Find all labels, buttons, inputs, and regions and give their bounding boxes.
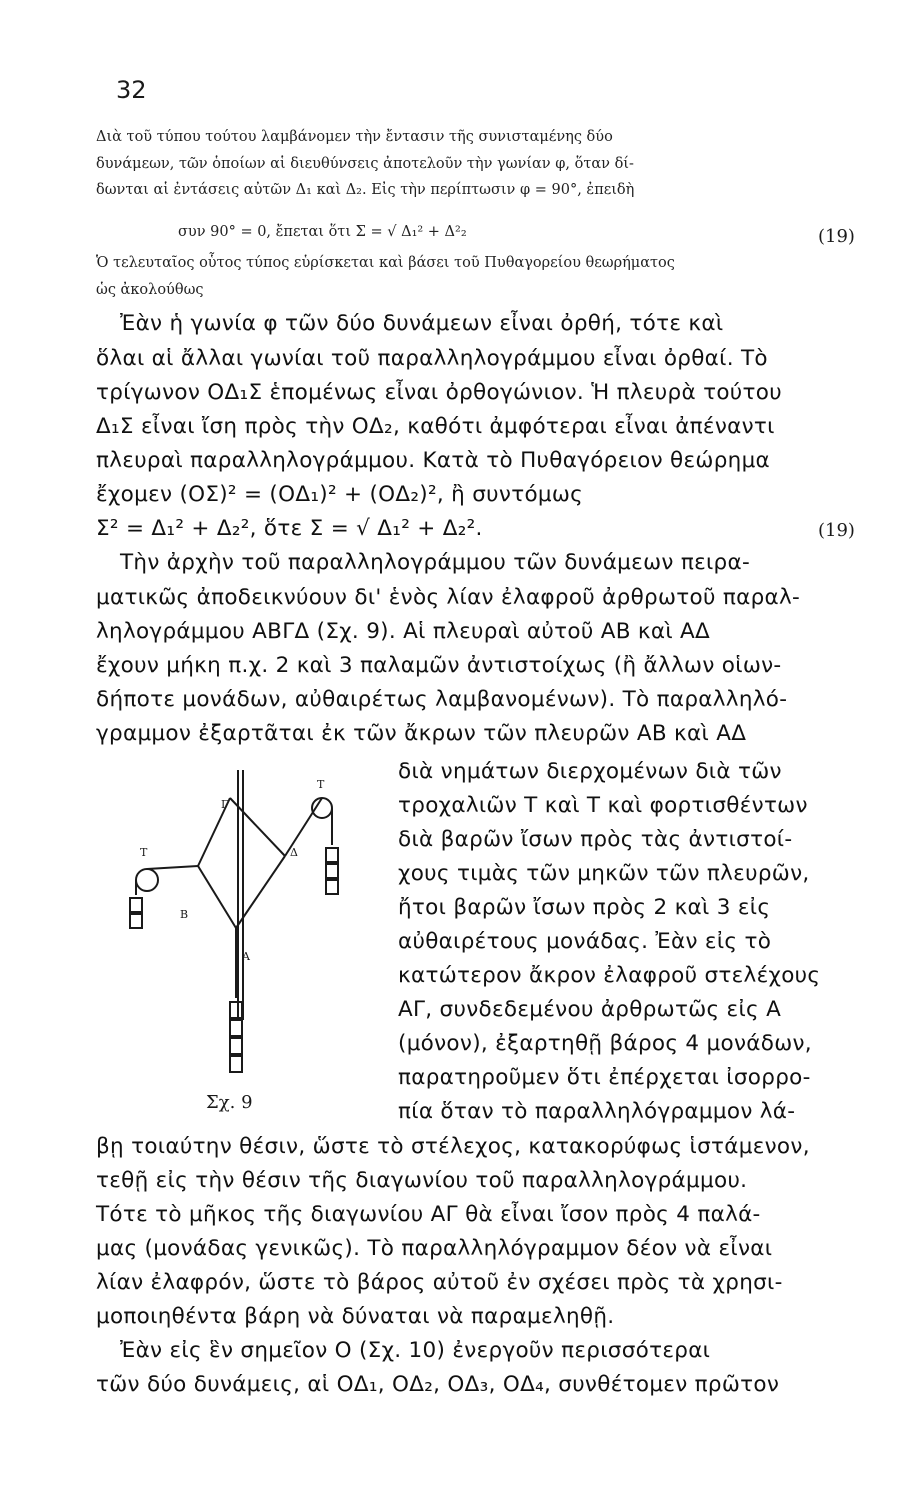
weight-bottom-4 <box>230 1056 242 1072</box>
side-line-10: παρατηροῦμεν ὅτι ἐπέρχεται ἰσορρο- <box>398 1065 811 1090</box>
side-line-2: τροχαλιῶν Τ καὶ Τ καὶ φορτισθέντων <box>398 793 808 818</box>
equation-number-2: (19) <box>818 520 855 541</box>
bottom-line-8: τῶν δύο δυνάμεις, αἱ ΟΔ₁, ΟΔ₂, ΟΔ₃, ΟΔ₄, συνθέτομεν πρῶτον <box>96 1372 780 1397</box>
string-left <box>147 866 198 869</box>
bottom-line-4: μας (μονάδας γενικῶς). Τὸ παραλληλόγραμμον δέον νὰ εἶναι <box>96 1236 773 1261</box>
weight-right-1 <box>326 848 338 862</box>
bottom-line-1: βῃ τοιαύτην θέσιν, ὥστε τὸ στέλεχος, κατακορύφως ἱστάμενον, <box>96 1134 810 1159</box>
equation-number-1: (19) <box>818 226 855 247</box>
bottom-line-5: λίαν ἐλαφρόν, ὥστε τὸ βάρος αὐτοῦ ἐν σχέσει πρὸς τὰ χρησι- <box>96 1270 783 1295</box>
weight-bottom-2 <box>230 1020 242 1036</box>
body-formula-line: Σ² = Δ₁² + Δ₂², ὅτε Σ = √ Δ₁² + Δ₂². <box>96 516 483 541</box>
small-formula-line: συν 90° = 0, ἔπεται ὅτι Σ = √ Δ₁² + Δ²₂ <box>178 224 467 240</box>
side-line-7: κατώτερον ἄκρον ἐλαφροῦ στελέχους <box>398 963 821 988</box>
side-line-8: ΑΓ, συνδεδεμένου ἀρθρωτῶς εἰς Α <box>398 997 782 1022</box>
body-line-1: Ἐὰν ἡ γωνία φ τῶν δύο δυνάμεων εἶναι ὀρθή, τότε καὶ <box>120 311 724 336</box>
small-text-line-5: Ὁ τελευταῖος οὗτος τύπος εὑρίσκεται καὶ βάσει τοῦ Πυθαγορείου θεωρήματος <box>96 255 675 271</box>
figure-9-parallelogram-apparatus <box>110 770 370 1100</box>
label-t-left: Τ <box>140 846 148 859</box>
weight-left-1 <box>130 898 142 912</box>
body-line-12: δήποτε μονάδων, αὐθαιρέτως λαμβανομένων). Τὸ παραλληλό- <box>96 687 788 712</box>
pulley-left <box>136 869 158 891</box>
weight-right-3 <box>326 880 338 894</box>
side-beta-alpha <box>198 866 236 928</box>
body-line-5: πλευραὶ παραλληλογράμμου. Κατὰ τὸ Πυθαγόρειον θεώρημα <box>96 448 771 473</box>
body-line-2: ὅλαι αἱ ἄλλαι γωνίαι τοῦ παραλληλογράμμου εἶναι ὀρθαί. Τὸ <box>96 346 768 371</box>
weight-right-2 <box>326 864 338 878</box>
figure-caption: Σχ. 9 <box>206 1092 253 1113</box>
weight-bottom-1 <box>230 1002 242 1018</box>
side-line-1: διὰ νημάτων διερχομένων διὰ τῶν <box>398 759 782 784</box>
weight-left-2 <box>130 914 142 928</box>
body-line-13: γραμμον ἐξαρτᾶται ἐκ τῶν ἄκρων τῶν πλευρῶν ΑΒ καὶ ΑΔ <box>96 721 747 746</box>
body-line-4: Δ₁Σ εἶναι ἴση πρὸς τὴν ΟΔ₂, καθότι ἀμφότεραι εἶναι ἀπέναντι <box>96 414 775 439</box>
body-line-10: ληλογράμμου ΑΒΓΔ (Σχ. 9). Αἱ πλευραὶ αὐτοῦ ΑΒ καὶ ΑΔ <box>96 619 711 644</box>
bottom-line-7: Ἐὰν εἰς ἓν σημεῖον Ο (Σχ. 10) ἐνεργοῦν περισσότεραι <box>120 1338 711 1363</box>
page-number: 32 <box>116 76 147 104</box>
side-line-4: χους τιμὰς τῶν μηκῶν τῶν πλευρῶν, <box>398 861 810 886</box>
bottom-line-2: τεθῇ εἰς τὴν θέσιν τῆς διαγωνίου τοῦ παραλληλογράμμου. <box>96 1168 748 1193</box>
small-text-line-3: δωνται αἱ ἐντάσεις αὐτῶν Δ₁ καὶ Δ₂. Εἰς τὴν περίπτωσιν φ = 90°, ἐπειδὴ <box>96 182 635 198</box>
side-line-11: πία ὅταν τὸ παραλληλόγραμμον λά- <box>398 1099 796 1124</box>
body-line-6: ἔχομεν (ΟΣ)² = (ΟΔ₁)² + (ΟΔ₂)², ἢ συντόμως <box>96 482 584 507</box>
label-t-right: Τ <box>317 778 325 791</box>
body-line-8: Τὴν ἀρχὴν τοῦ παραλληλογράμμου τῶν δυνάμεων πειρα- <box>120 550 751 575</box>
label-gamma: Γ <box>221 798 229 811</box>
bottom-line-3: Τότε τὸ μῆκος τῆς διαγωνίου ΑΓ θὰ εἶναι ἴσον πρὸς 4 παλά- <box>96 1202 761 1227</box>
body-line-11: ἔχουν μήκη π.χ. 2 καὶ 3 παλαμῶν ἀντιστοίχως (ἢ ἄλλων οἱων- <box>96 653 782 678</box>
side-line-9: (μόνον), ἐξαρτηθῇ βάρος 4 μονάδων, <box>398 1031 812 1056</box>
side-line-3: διὰ βαρῶν ἴσων πρὸς τὰς ἀντιστοί- <box>398 827 793 852</box>
small-text-line-1: Διὰ τοῦ τύπου τούτου λαμβάνομεν τὴν ἔντασιν τῆς συνισταμένης δύο <box>96 129 613 145</box>
label-alpha: Α <box>242 950 250 963</box>
label-delta: Δ <box>290 846 298 859</box>
bottom-line-6: μοποιηθέντα βάρη νὰ δύναται νὰ παραμεληθῇ. <box>96 1304 615 1329</box>
small-text-line-6: ὡς ἀκολούθως <box>96 282 204 298</box>
body-line-9: ματικῶς ἀποδεικνύουν δι' ἑνὸς λίαν ἐλαφροῦ ἀρθρωτοῦ παραλ- <box>96 585 801 610</box>
side-line-5: ἤτοι βαρῶν ἴσων πρὸς 2 καὶ 3 εἰς <box>398 895 771 920</box>
weight-bottom-3 <box>230 1038 242 1054</box>
small-text-line-2: δυνάμεων, τῶν ὁποίων αἱ διευθύνσεις ἀποτελοῦν τὴν γωνίαν φ, ὅταν δί- <box>96 156 634 172</box>
side-line-6: αὐθαιρέτους μονάδας. Ἐὰν εἰς τὸ <box>398 929 772 954</box>
label-beta: Β <box>180 908 189 921</box>
body-line-3: τρίγωνον ΟΔ₁Σ ἑπομένως εἶναι ὀρθογώνιον. Ἡ πλευρὰ τούτου <box>96 380 782 405</box>
